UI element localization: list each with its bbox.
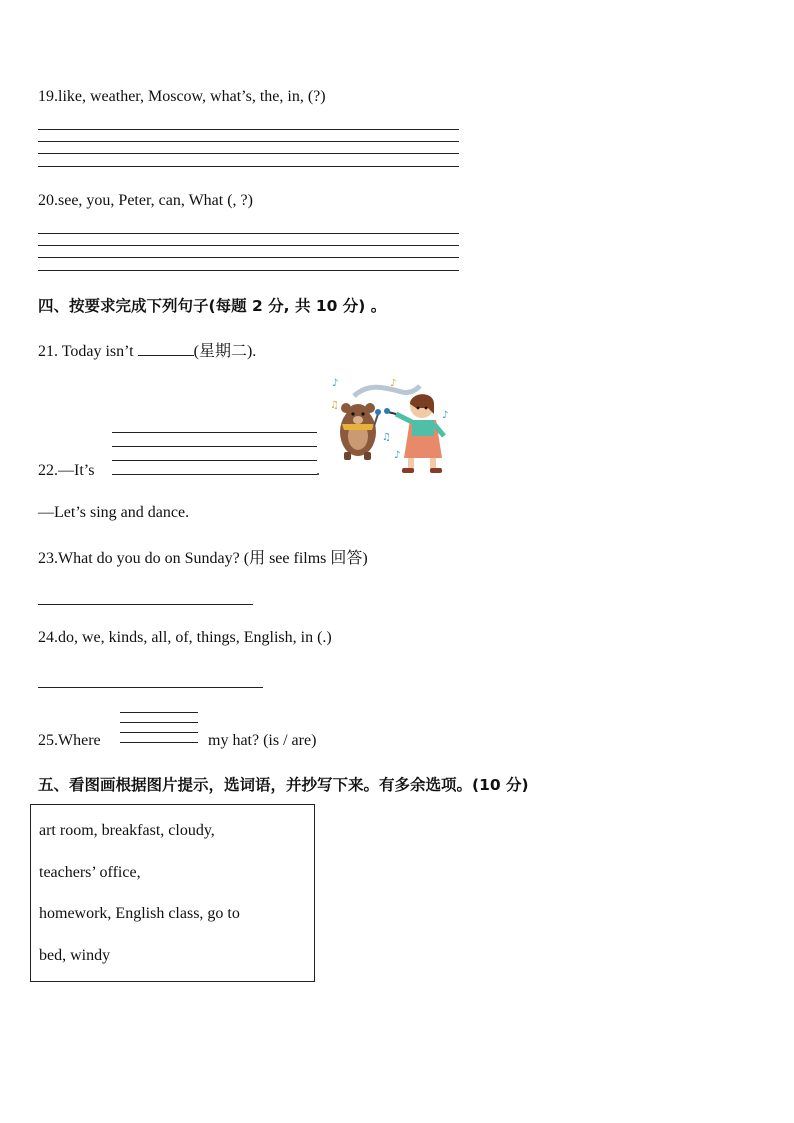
answer-line[interactable] [38, 245, 459, 246]
section-heading: 四、按要求完成下列句子(每题 2 分, 共 10 分) 。 [38, 297, 387, 315]
question-text: —It’s [58, 462, 95, 479]
answer-line[interactable] [38, 233, 459, 234]
question-hint: (星期二). [193, 343, 257, 360]
word-bank-line: bed, windy [39, 947, 111, 964]
question-number: 23. [38, 550, 58, 567]
answer-line[interactable] [120, 732, 198, 733]
bear-and-girl-singing-illustration [324, 374, 456, 478]
question-text: What do you do on Sunday? (用 see films 回答) [58, 550, 368, 567]
question-text: like, weather, Moscow, what’s, the, in, (?) [58, 88, 326, 105]
answer-line[interactable] [112, 474, 317, 475]
answer-line[interactable] [38, 153, 459, 154]
answer-blank[interactable] [138, 341, 194, 356]
svg-text:♫: ♫ [382, 432, 391, 443]
question-text: see, you, Peter, can, What (, ?) [58, 192, 253, 209]
question-22 [38, 462, 94, 480]
word-bank-line: homework, English class, go to [39, 905, 240, 922]
word-bank-line: teachers’ office, [39, 864, 141, 881]
svg-text:♪: ♪ [390, 378, 397, 389]
question-text: Today isn’t [58, 343, 138, 360]
answer-line[interactable] [38, 270, 459, 271]
question-number: 21. [38, 343, 58, 360]
question-number: 19. [38, 88, 58, 105]
answer-line[interactable] [38, 141, 459, 142]
question-24 [38, 629, 332, 647]
answer-line[interactable] [112, 432, 317, 433]
question-19 [38, 88, 326, 106]
word-bank-line: art room, breakfast, cloudy, [39, 822, 215, 839]
question-20 [38, 192, 253, 210]
answer-line[interactable] [38, 687, 263, 688]
question-number: 20. [38, 192, 58, 209]
answer-line[interactable] [112, 446, 317, 447]
answer-line[interactable] [38, 166, 459, 167]
svg-text:♪: ♪ [332, 378, 339, 389]
answer-line[interactable] [120, 742, 198, 743]
svg-text:♫: ♫ [330, 400, 339, 411]
answer-line[interactable] [112, 460, 317, 461]
question-text: Where [58, 732, 101, 749]
question-23 [38, 545, 368, 568]
svg-text:♪: ♪ [442, 410, 449, 421]
question-25-end: my hat? (is / are) [208, 732, 317, 749]
section-heading: 五、看图画根据图片提示，选词语，并抄写下来。有多余选项。(10 分) [38, 776, 529, 794]
answer-line[interactable] [38, 129, 459, 130]
question-22-end: . [316, 462, 320, 479]
word-bank-box [30, 804, 315, 982]
question-number: 25. [38, 732, 58, 749]
answer-line[interactable] [38, 604, 253, 605]
question-22-reply: —Let’s sing and dance. [38, 504, 190, 521]
question-21 [38, 338, 256, 361]
question-number: 24. [38, 629, 58, 646]
answer-line[interactable] [38, 257, 459, 258]
question-text: do, we, kinds, all, of, things, English, in (.) [58, 629, 332, 646]
answer-line[interactable] [120, 712, 198, 713]
svg-text:♪: ♪ [394, 450, 401, 461]
answer-line[interactable] [120, 722, 198, 723]
question-25 [38, 732, 101, 750]
question-number: 22. [38, 462, 58, 479]
